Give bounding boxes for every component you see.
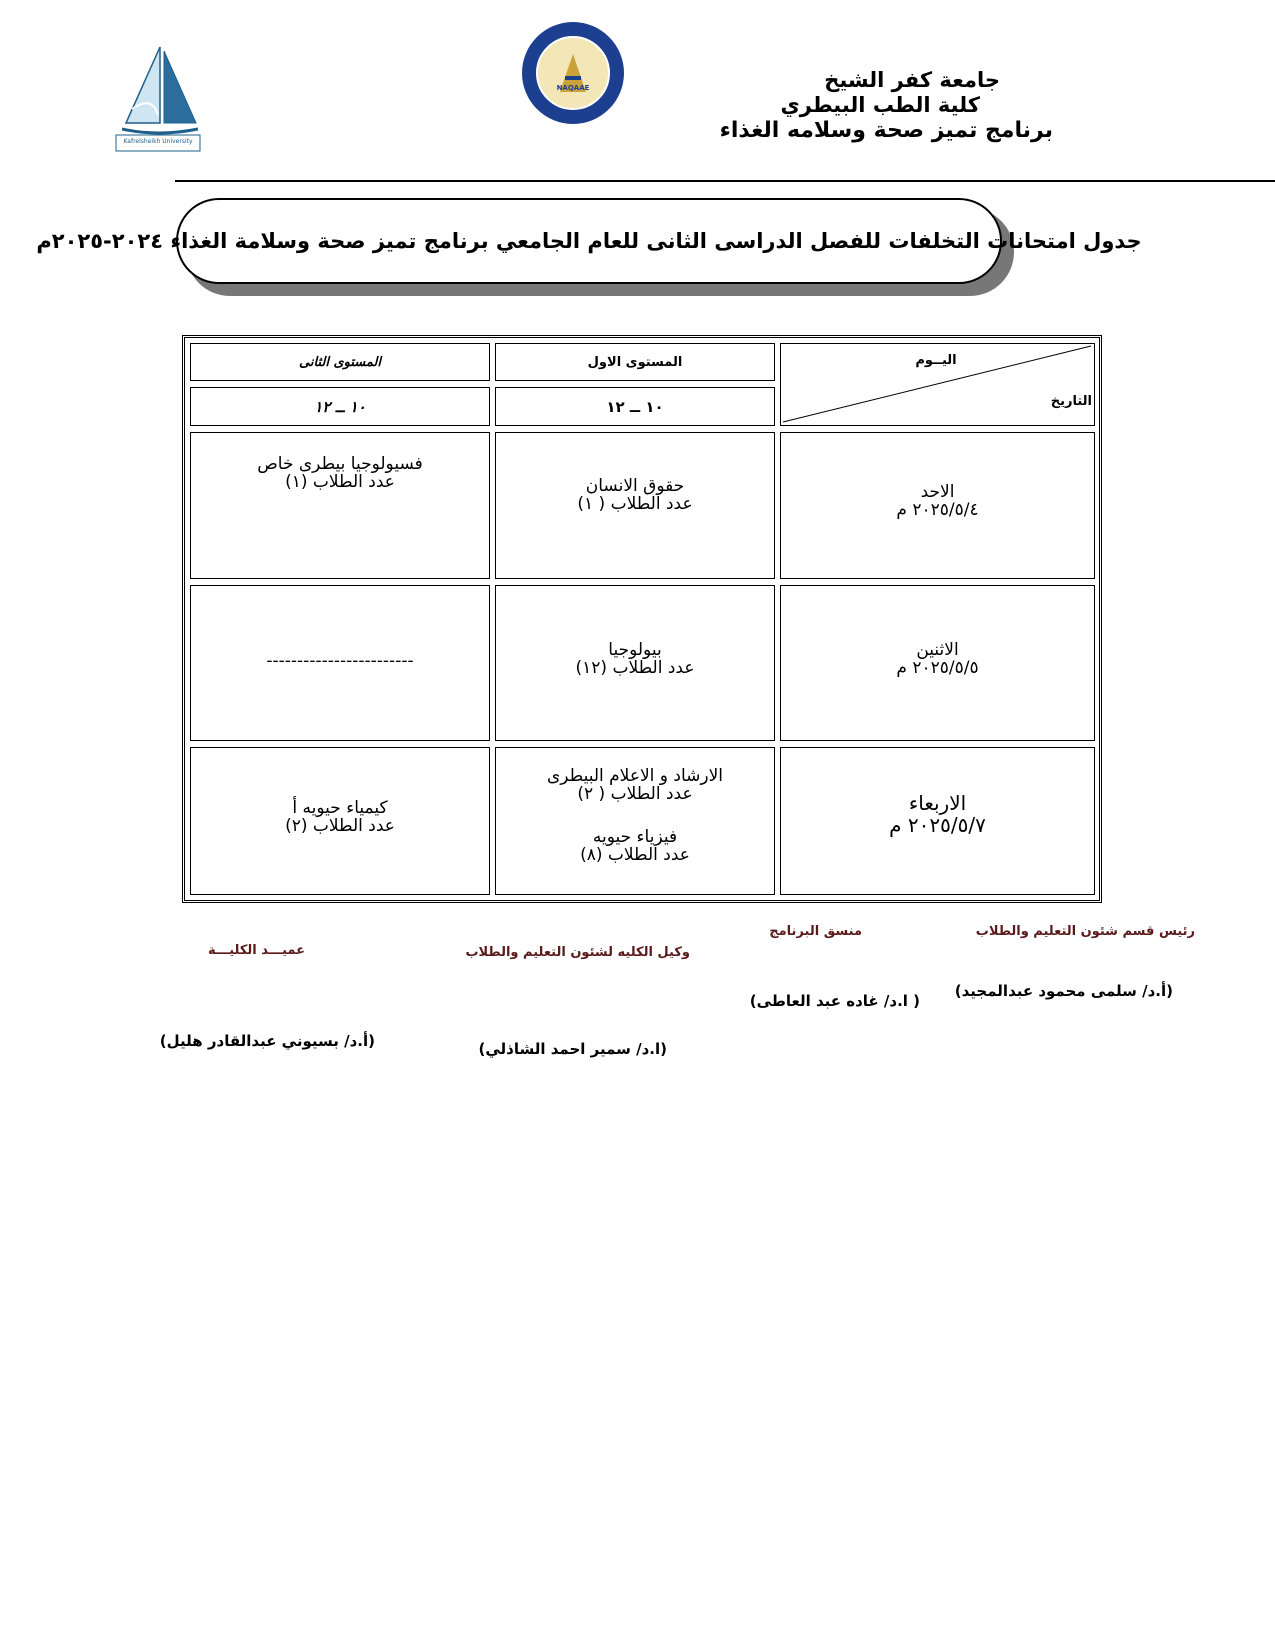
head-dept-title: رئيس قسم شئون التعليم والطلاب [975,924,1195,939]
exam-schedule-table [182,335,1102,903]
row1-level2-cell [190,432,490,579]
row1-date: ٢٠٢٥/٥/٤ م [896,500,979,520]
row2-date: ٢٠٢٥/٥/٥ م [896,658,979,678]
vice-dean-name: (ا.د/ سمير احمد الشاذلي) [478,1040,667,1058]
title-banner [36,198,1142,284]
row2-level2-placeholder: ------------------------ [266,651,414,671]
row3-level2-subject: كيمياء حيويه أ [292,798,388,818]
university-logo [112,45,204,153]
dean-title: عميـــد الكليـــة [208,943,305,958]
row3-level1-subject: الارشاد و الاعلام البيطرى [546,766,724,786]
level1-time-cell [495,387,775,426]
row3-level1-students: عدد الطلاب ( ٢) [577,784,693,804]
header-divider [175,180,1275,182]
level2-header-cell [190,343,490,381]
row2-day-cell [780,585,1095,741]
level1-name: المستوى الاول [587,355,683,370]
day-label: اليــوم [915,353,957,368]
row1-level1-subject: حقوق الانسان [585,476,685,496]
quality-seal-logo [520,20,626,126]
row1-level1-students: عدد الطلاب ( ١) [577,494,693,514]
faculty-name: كلية الطب البيطري [780,93,980,117]
row2-level1-students: عدد الطلاب (١٢) [575,658,695,678]
quality-seal-text: NAQAAE [556,84,590,92]
level2-time: ١٠ ــ ١٢ [314,398,366,416]
row1-day-cell [780,432,1095,579]
row1-level2-students: عدد الطلاب (١) [285,472,395,492]
row1-day: الاحد [920,482,955,502]
coordinator-name: ( ا.د/ غاده عبد العاطى) [749,992,920,1010]
university-name: جامعة كفر الشيخ [824,68,1000,92]
program-name: برنامج تميز صحة وسلامه الغذاء [719,118,1053,143]
row3-level1-students2: عدد الطلاب (٨) [580,845,690,865]
level1-time: ١٠ ــ ١٢ [606,398,664,416]
dean-name: (أ.د/ بسيوني عبدالقادر هليل) [159,1032,375,1050]
coordinator-title: منسق البرنامج [769,924,862,939]
level2-name: المستوى الثانى [299,355,381,370]
level2-time-cell [190,387,490,426]
level1-header-cell [495,343,775,381]
date-label: التاريخ [1050,394,1092,409]
row3-day-cell [780,747,1095,895]
university-logo-text: Kafrelsheikh University [123,138,193,145]
row3-level1-cell [495,747,775,895]
row1-level1-cell [495,432,775,579]
row3-level1-subject2: فيزياء حيويه [592,827,678,847]
row2-level2-cell [190,585,490,741]
row2-day: الاثنين [916,640,959,660]
row3-date: ٢٠٢٥/٥/٧ م [889,813,986,837]
row1-level2-subject: فسيولوجيا بيطرى خاص [257,454,423,474]
row2-level1-cell [495,585,775,741]
row3-day: الاربعاء [908,791,967,815]
row2-level1-subject: بيولوجيا [608,640,662,660]
vice-dean-title: وكيل الكليه لشئون التعليم والطلاب [465,945,690,960]
row3-level2-students: عدد الطلاب (٢) [285,816,395,836]
head-dept-name: (أ.د/ سلمى محمود عبدالمجيد) [954,982,1173,1000]
row3-level2-cell [190,747,490,895]
corner-header-cell [780,343,1095,426]
schedule-title: جدول امتحانات التخلفات للفصل الدراسى الثانى للعام الجامعي برنامج تميز صحة وسلامة الغذاء ٢٠٢٤-٢٠٢٥م [36,229,1142,253]
